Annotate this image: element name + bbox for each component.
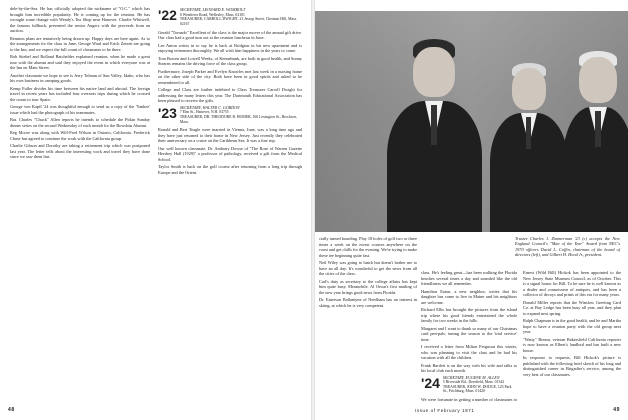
class-address: 6 Wendover Road, Wellesley, Mass. 02181 bbox=[179, 12, 245, 17]
paragraph: Tom Bowen and Lowell Weeks, of Kennebunk, are both in good health, and Sonny Stearns remains the driving force of the class group. bbox=[158, 55, 302, 67]
paragraph: dele-by-the-Sea. He has officially adopted the nickname of "O.C." which has brought him incredible popularity. He is coming up for the reunion. He has wrought some change with Wendy's Tea Shop near Hanover. Charlie Whitwell, the famous fullback, presented the senior Augers with the proceeds from an auction. bbox=[10, 6, 150, 33]
left-column-2 bbox=[158, 6, 302, 404]
paragraph: Gerald "Tornado" Excellent of the class is the major mover of the annual gift drive. Our class had a good turn out at the reunion luncheon in June. bbox=[158, 29, 302, 41]
paragraph: We were fortunate in getting a number of classmates to bbox=[421, 397, 517, 403]
paragraph: Hamilton Eaton, a new neighbor, writes that his daughter has come to live in Maine and his neighbors are welcome. bbox=[421, 288, 517, 305]
paragraph: College and Class are further indebted to Class Treasurer Carroll Dwight for addressing the many letters this year. The Dartmouth Educational Association has been pleased to receive the gifts. bbox=[158, 87, 302, 104]
class-year: '24 bbox=[421, 374, 440, 391]
award-photo bbox=[315, 11, 628, 232]
class-secretary: SECRETARY, LEONARD E. WOMBOLT bbox=[179, 7, 246, 12]
photo-caption: Trustee Charles J. Zimmerman '23 (c) accepts the New England Council's "Man of the Year" Award from NEC's 1970 officers David L. Coffin, chairman of the board of directors (left), and Gilbert H. Hood Jr., president. bbox=[515, 236, 620, 257]
paragraph: class. He's feeling great—has been walking the Florida beaches several times a day and sounded like the old friendliness we all remember. bbox=[421, 270, 517, 286]
paragraph: Lee Anton writes in to say he is back at Bridgton in his new apartment and is enjoying retirement thoroughly. We all wish him happiness in the years to come. bbox=[158, 42, 302, 54]
class-heading bbox=[158, 106, 302, 125]
left-column-1 bbox=[10, 6, 150, 404]
paragraph: In response to requests, Bill Hickok's picture is published with the following brief sketch of his long and distinguished career in Brigadier's service, among the very best of our classmates. bbox=[523, 355, 621, 377]
class-treasurer: TREASURER, CARROLL DWIGHT, 21 Jessop Street, Chestnut Hill, Mass. 02167 bbox=[179, 17, 298, 26]
paragraph: Donald Miller reports that the Winslow Greeting Card Co. at Bay Ledge has been busy all year, and they plan to expand next spring. bbox=[523, 299, 621, 316]
class-heading bbox=[158, 8, 302, 27]
photo-person-center bbox=[490, 63, 568, 232]
paragraph: Bob Stiebel and Rolland Batchelder explained reunion, when he made a great tour with the alumni and said they enjoyed the event in which everyone was at the Inn on Main Street. bbox=[10, 54, 150, 70]
right-column-1 bbox=[319, 236, 417, 404]
class-treasurer: TREASURER, JOHN W. DODGE, 123 Park St., Fitchburg, Mass. 01420 bbox=[442, 384, 512, 394]
paragraph: Richard Ellis has brought the pictures from the island trip where his good friends entertained the whole family for two weeks in the hills. bbox=[421, 307, 517, 323]
paragraph: George von Kapff '24 was thoughtful enough to send us a copy of the 'Yankee' issue which had the photograph of his teammates. bbox=[10, 104, 150, 115]
photo-person-right bbox=[563, 51, 628, 232]
class-year: '23 bbox=[158, 104, 177, 121]
right-page bbox=[315, 0, 628, 420]
paragraph: "Watty" Bream, veteran Bakersfield California reporter is now known as Elbert's landlord and has built a new house. bbox=[523, 336, 621, 353]
class-secretary: SECRETARY, EUGENE M. ALLEN bbox=[442, 374, 500, 380]
right-footer bbox=[613, 407, 620, 413]
paragraph: Another classmate we hope to see is Jerry Tolman of Sun Valley, Idaho, who has his own business in camping goods. bbox=[10, 72, 150, 83]
page-number-right: 49 bbox=[613, 407, 620, 413]
paragraph: Carl's duty as secretary to the college affairs has kept him quite busy. Meanwhile, Al Orton's first mailing of the new year brings good news from Florida. bbox=[319, 278, 417, 295]
paragraph: Neil Wiley was going to lunch but doesn't bother me to have an all day. It's wonderful to get the news from all the cities of the class. bbox=[319, 260, 417, 276]
paragraph: Ronald and Bert Teagle were married in Vienna, June, was a long time ago and they have just returned to their home in New Jersey. Just recently they celebrated their anniversary on a cruise on the Caribbean Sea. It was a fine trip. bbox=[158, 127, 302, 144]
left-footer bbox=[8, 407, 15, 413]
photo-person-left bbox=[387, 39, 482, 232]
class-secretary: SECRETARY, WALTER C. GORDON bbox=[179, 104, 240, 110]
class-address: 5 Riverside Rd., Deerfield, Mass. 01342 bbox=[442, 380, 505, 385]
left-page bbox=[0, 0, 311, 420]
right-column-2 bbox=[421, 270, 517, 404]
paragraph: Furthermore, Joseph Parker and Evelyn Knowles met last week in a nursing home on the other side of the city. Both have been in good spirits and asked to be remembered to all. bbox=[158, 68, 302, 85]
paragraph: Bat. Charles "Chuck" Allen reports he intends to schedule the Pitkin Sunday dinner series on the second Wednesday of each month for the Bowdoin Alumni. bbox=[10, 117, 150, 128]
paragraph: cially turned boarding. Play 18 holes of golf two or three times a week on the nicest courses anywhere on the coast and get chills for the evening. We're trying to make these tee beginning quite fast. bbox=[319, 236, 417, 258]
class-address: 7 Elm St., Hanover, N.H. 03755 bbox=[179, 110, 229, 115]
class-year: '22 bbox=[158, 7, 177, 23]
paragraph: Frank Bartlett is on the way with his wife and talks to his local club each month. bbox=[421, 362, 517, 373]
paragraph: Taylor Smith is back on the golf course after returning from a long trip through Europe and the Orient. bbox=[158, 164, 302, 175]
paragraph: Charlie Gibson and Dorothy are taking a retirement trip which was postponed last year. The letter tells about the interesting work and travel they have done since we saw them last. bbox=[10, 143, 150, 159]
paragraph: Reg Moore was along with Will-Fred Wilson in Ontario, California. Frederick Chase has agreed to continue the work with the California group. bbox=[10, 130, 150, 141]
paragraph: Reunion plans are tentatively being drawn up: Happy days are here again. As to the arrangements for the class in June, George Ward and Erich Zetzen are going to the Inn, and we expect the full count of classmates to be there. bbox=[10, 35, 150, 52]
paragraph: Margaret and I want to thank so many of our Christmas card pen-pals, tuning the season to the 'trial service' time. bbox=[421, 325, 517, 342]
right-column-3 bbox=[523, 270, 621, 404]
paragraph: I received a letter from Milton Ferguson this winter, who was planning to visit the class and he had his vacation with all the children. bbox=[421, 344, 517, 360]
class-treasurer: TREASURER, DR. THEODORE R. HOMER, 160 Lexington St., Brockton, Mass. bbox=[179, 114, 297, 124]
paragraph: Kemp Fuller divides his time between his native land and abroad. The foreign travel in recent years has included four overseas trips during which he crossed the ocean to tour Spain. bbox=[10, 85, 150, 102]
paragraph: Our well known classmate, Dr. Anthony Dowse of "The Rose of Warren Gazette Hershey Hall (1929)" a professor of pathology, received a gift from the Medical School. bbox=[158, 145, 302, 162]
paragraph: Ernest (Wild Bill) Hickok has been appointed to the New Jersey State Museum Council, as of October. This is a signal honor for Bill. To be sure he is well known as a dealer and connoisseur of antiques, and has been a collector of decoys and prints of this era for many years. bbox=[523, 270, 621, 297]
page-number: 48 bbox=[8, 407, 15, 413]
class-heading bbox=[421, 376, 517, 395]
paragraph: Ralph Chapman is in the good health, and he and Martha hope to have a reunion party with the old group next year. bbox=[523, 318, 621, 334]
right-footer-title: Issue of February 1971 bbox=[415, 408, 475, 413]
paragraph: Dr. Emerson Ballantyne of Needham has an interest in skiing, at which he is very competent. bbox=[319, 297, 417, 308]
